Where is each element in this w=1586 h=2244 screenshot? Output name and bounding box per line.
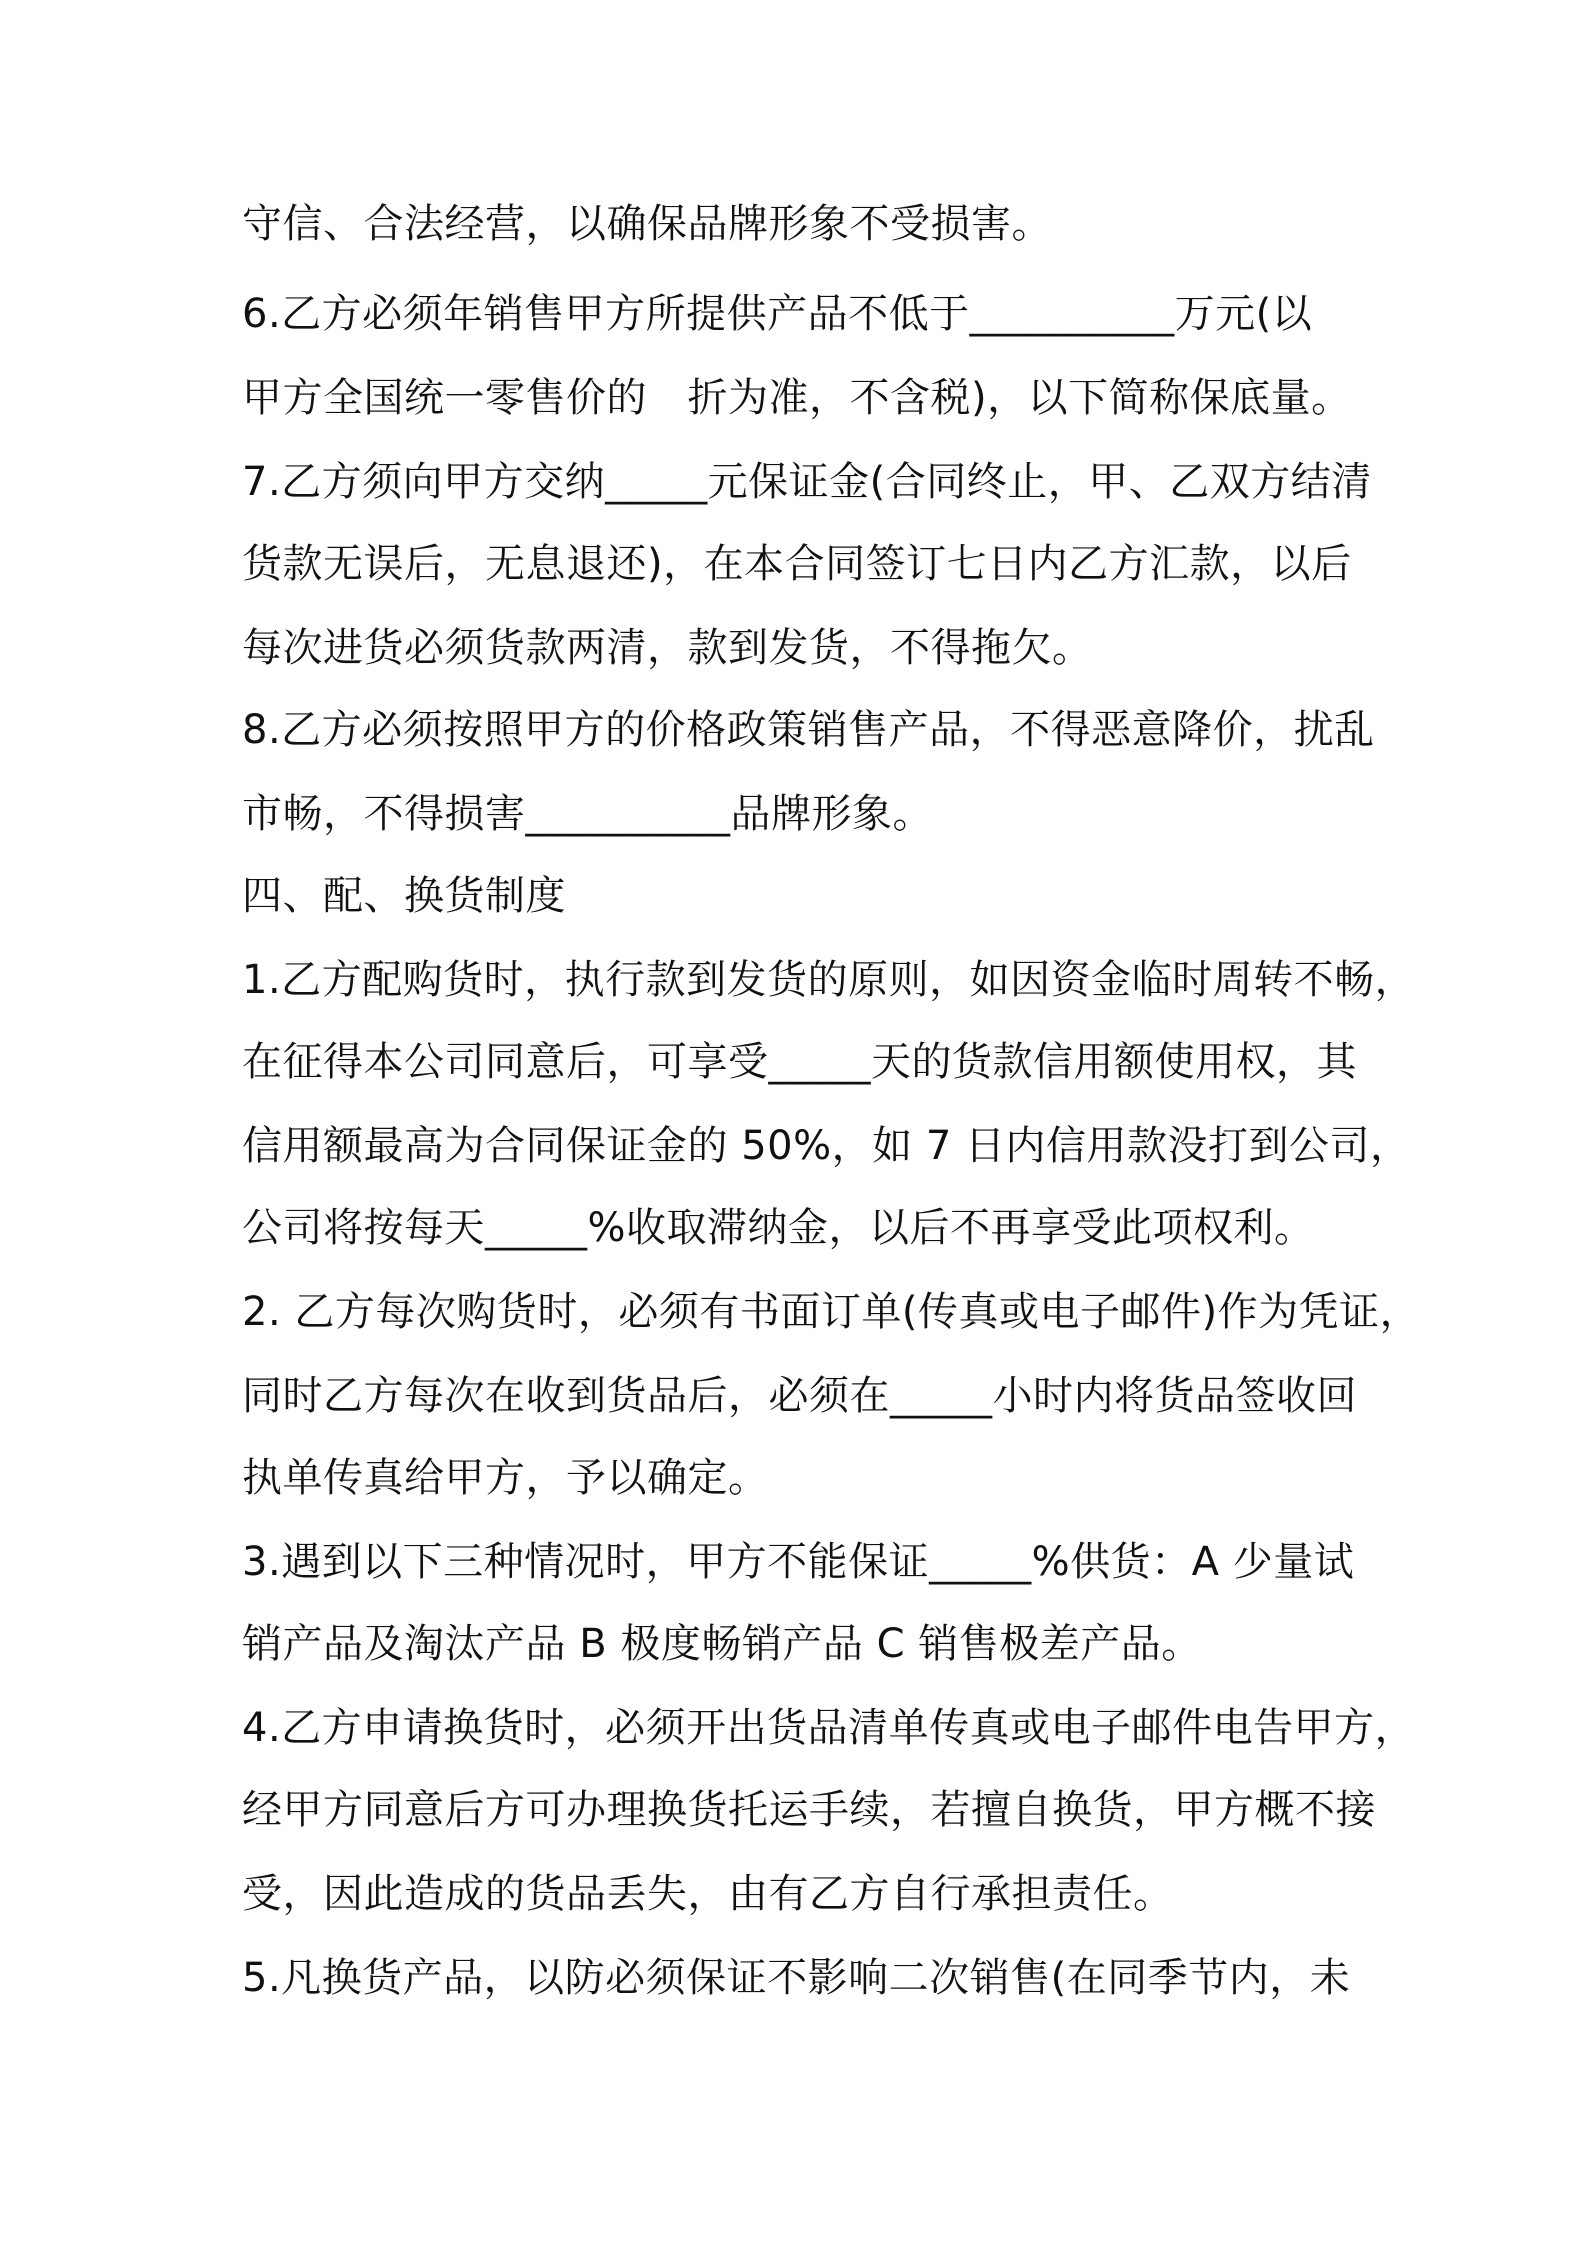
text-line: 6.乙方必须年销售甲方所提供产品不低于__________万元(以 (242, 291, 1313, 337)
text-line: 公司将按每天_____%收取滞纳金，以后不再享受此项权利。 (242, 1205, 1315, 1251)
text-line: 在征得本公司同意后，可享受_____天的货款信用额使用权，其 (242, 1039, 1357, 1085)
text-line: 同时乙方每次在收到货品后，必须在_____小时内将货品签收回 (242, 1373, 1357, 1419)
text-line: 经甲方同意后方可办理换货托运手续，若擅自换货，甲方概不接 (242, 1787, 1376, 1833)
text-line: 销产品及淘汰产品 B 极度畅销产品 C 销售极差产品。 (242, 1621, 1202, 1667)
section-heading: 四、配、换货制度 (242, 873, 566, 919)
text-line: 4.乙方申请换货时，必须开出货品清单传真或电子邮件电告甲方， (242, 1705, 1416, 1751)
text-line: 货款无误后，无息退还)，在本合同签订七日内乙方汇款，以后 (242, 541, 1352, 587)
text-line: 7.乙方须向甲方交纳_____元保证金(合同终止，甲、乙双方结清 (242, 459, 1372, 505)
text-line: 受，因此造成的货品丢失，由有乙方自行承担责任。 (242, 1871, 1174, 1917)
text-line: 每次进货必须货款两清，款到发货，不得拖欠。 (242, 625, 1093, 671)
text-line: 3.遇到以下三种情况时，甲方不能保证_____%供货：A 少量试 (242, 1539, 1355, 1585)
text-line: 2. 乙方每次购货时，必须有书面订单(传真或电子邮件)作为凭证， (242, 1289, 1421, 1335)
text-line: 甲方全国统一零售价的 折为准，不含税)，以下简称保底量。 (242, 375, 1352, 421)
text-line: 守信、合法经营，以确保品牌形象不受损害。 (242, 201, 1052, 247)
text-line: 信用额最高为合同保证金的 50%，如 7 日内信用款没打到公司， (242, 1123, 1411, 1169)
text-line: 5.凡换货产品，以防必须保证不影响二次销售(在同季节内，未 (242, 1955, 1351, 2001)
text-line: 8.乙方必须按照甲方的价格政策销售产品，不得恶意降价，扰乱 (242, 707, 1375, 753)
text-line: 市畅，不得损害__________品牌形象。 (242, 791, 933, 837)
text-line: 1.乙方配购货时，执行款到发货的原则，如因资金临时周转不畅， (242, 957, 1416, 1003)
text-line: 执单传真给甲方，予以确定。 (242, 1455, 769, 1501)
